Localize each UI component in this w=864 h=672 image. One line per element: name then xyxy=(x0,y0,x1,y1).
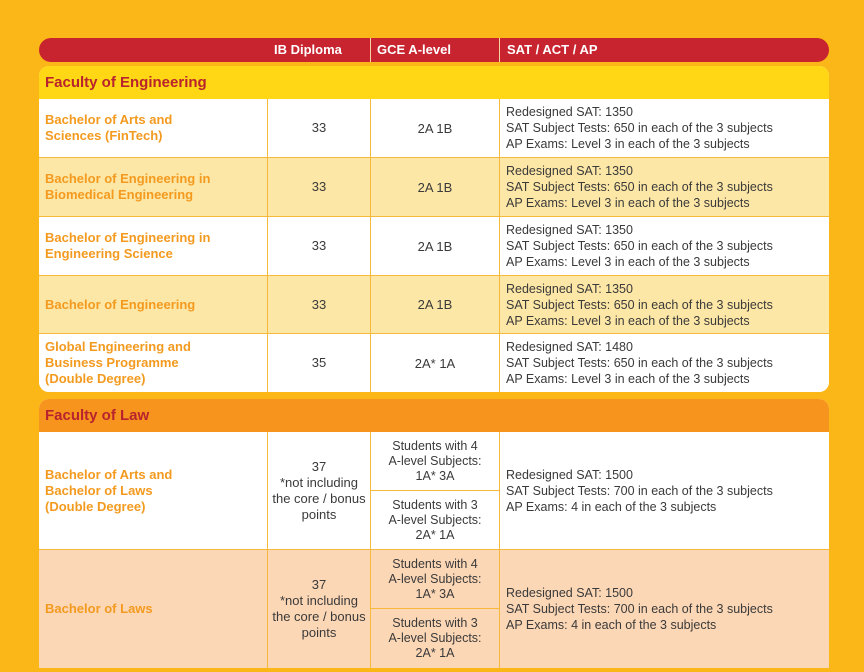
programme-name-line: Business Programme xyxy=(45,355,179,370)
header-divider xyxy=(370,38,371,62)
gce-sub-divider xyxy=(371,608,499,609)
gce-line: 2A* 1A xyxy=(415,646,455,660)
sat-line: AP Exams: Level 3 in each of the 3 subjects xyxy=(506,313,750,328)
gce-line: Students with 4 xyxy=(392,556,478,571)
programme-name xyxy=(39,276,267,333)
sat-line: AP Exams: Level 3 in each of the 3 subjects xyxy=(506,137,750,151)
ib-score-line: the core / bonus xyxy=(272,490,366,506)
ib-score: 33 xyxy=(311,120,327,135)
programme-row xyxy=(39,550,829,668)
programme-name-line: Global Engineering and xyxy=(45,339,191,354)
gce-requirement-4-subjects xyxy=(371,550,499,608)
sat-line: SAT Subject Tests: 650 in each of the 3 subjects xyxy=(506,121,773,135)
sat-line: AP Exams: 4 in each of the 3 subjects xyxy=(506,618,717,632)
gce-requirement: 2A 1B xyxy=(417,238,453,254)
gce-line: Students with 4 xyxy=(392,438,478,453)
ib-score-line: points xyxy=(301,506,337,522)
row-divider xyxy=(39,157,829,158)
programme-name-line: Bachelor of Engineering in xyxy=(45,230,211,245)
gce-requirement: 2A 1B xyxy=(417,120,453,136)
sat-line: AP Exams: Level 3 in each of the 3 subjects xyxy=(506,196,750,210)
sat-requirements xyxy=(500,432,829,549)
sat-requirements xyxy=(500,217,829,275)
programme-name xyxy=(39,217,267,275)
gce-line: Students with 3 xyxy=(392,616,478,630)
programme-name-line: Bachelor of Arts and xyxy=(45,112,173,127)
row-divider xyxy=(39,216,829,217)
gce-requirement: 2A 1B xyxy=(417,179,453,195)
sat-line: SAT Subject Tests: 650 in each of the 3 subjects xyxy=(506,180,773,194)
ib-score: 33 xyxy=(311,179,327,194)
ib-score: 35 xyxy=(311,355,327,370)
sat-requirements xyxy=(500,334,829,392)
programme-name-line: Bachelor of Arts and xyxy=(45,466,173,482)
programme-name-line: (Double Degree) xyxy=(45,498,146,514)
ib-score: 33 xyxy=(311,238,327,253)
programme-name-line: (Double Degree) xyxy=(45,371,146,386)
programme-name xyxy=(39,99,267,157)
sat-line: AP Exams: Level 3 in each of the 3 subjects xyxy=(506,372,750,386)
programme-row xyxy=(39,158,829,216)
header-gce-a-level: GCE A-level xyxy=(377,42,451,57)
ib-score-line: 37 xyxy=(311,577,327,592)
ib-score-line: the core / bonus xyxy=(272,609,366,624)
faculty-engineering-title: Faculty of Engineering xyxy=(39,66,829,99)
row-divider xyxy=(39,275,829,276)
sat-line: AP Exams: Level 3 in each of the 3 subjects xyxy=(506,255,750,269)
gce-requirement: 2A* 1A xyxy=(414,355,456,371)
column-divider xyxy=(267,432,268,668)
gce-line: Students with 3 xyxy=(392,497,478,512)
programme-name-line: Biomedical Engineering xyxy=(45,187,194,202)
faculty-law-section xyxy=(39,399,829,668)
programme-name xyxy=(39,158,267,216)
column-divider xyxy=(370,99,371,392)
ib-score-line: *not including xyxy=(279,593,359,608)
sat-requirements xyxy=(500,158,829,216)
ib-score-line: points xyxy=(301,625,337,640)
programme-name-line: Sciences (FinTech) xyxy=(45,128,163,143)
sat-line: SAT Subject Tests: 650 in each of the 3 subjects xyxy=(506,356,773,370)
ib-score-line: 37 xyxy=(311,458,327,474)
programme-row xyxy=(39,432,829,549)
sat-requirements xyxy=(500,276,829,333)
sat-line: SAT Subject Tests: 700 in each of the 3 subjects xyxy=(506,483,773,498)
column-header-bar xyxy=(39,38,829,62)
gce-line: 2A* 1A xyxy=(415,527,455,542)
column-divider xyxy=(267,99,268,392)
programme-row xyxy=(39,99,829,157)
row-divider xyxy=(39,549,829,550)
sat-line: Redesigned SAT: 1350 xyxy=(506,223,633,237)
programme-row xyxy=(39,276,829,333)
column-divider xyxy=(370,432,371,668)
programme-name-line: Engineering Science xyxy=(45,246,173,261)
programme-name xyxy=(39,550,267,668)
gce-line: A-level Subjects: xyxy=(388,453,482,468)
sat-line: Redesigned SAT: 1350 xyxy=(506,281,633,296)
sat-requirements xyxy=(500,550,829,668)
sat-line: Redesigned SAT: 1350 xyxy=(506,164,633,178)
sat-line: Redesigned SAT: 1500 xyxy=(506,586,633,600)
programme-row xyxy=(39,334,829,392)
column-divider xyxy=(499,432,500,668)
row-divider xyxy=(39,333,829,334)
programme-name-line: Bachelor of Engineering in xyxy=(45,171,211,186)
gce-requirement: 2A 1B xyxy=(417,297,453,312)
sat-line: Redesigned SAT: 1480 xyxy=(506,340,633,354)
sat-line: SAT Subject Tests: 650 in each of the 3 subjects xyxy=(506,239,773,253)
faculty-engineering-section xyxy=(39,66,829,392)
programme-name xyxy=(39,432,267,549)
programme-name-line: Bachelor of Engineering xyxy=(45,296,196,312)
sat-line: Redesigned SAT: 1350 xyxy=(506,105,633,119)
programme-row xyxy=(39,217,829,275)
gce-line: 1A* 3A xyxy=(415,586,455,601)
sat-line: Redesigned SAT: 1500 xyxy=(506,467,633,482)
gce-requirement-3-subjects xyxy=(371,609,499,668)
ib-score xyxy=(268,550,370,668)
programme-name-line: Bachelor of Laws xyxy=(45,482,153,498)
sat-line: AP Exams: 4 in each of the 3 subjects xyxy=(506,499,717,514)
header-ib-diploma: IB Diploma xyxy=(274,42,342,57)
gce-sub-divider xyxy=(371,490,499,491)
column-divider xyxy=(499,99,500,392)
header-divider xyxy=(499,38,500,62)
gce-line: A-level Subjects: xyxy=(388,512,482,527)
header-sat-act-ap: SAT / ACT / AP xyxy=(507,42,598,57)
gce-requirement-4-subjects xyxy=(371,432,499,490)
gce-requirement-3-subjects xyxy=(371,491,499,549)
sat-line: SAT Subject Tests: 700 in each of the 3 subjects xyxy=(506,602,773,616)
sat-line: SAT Subject Tests: 650 in each of the 3 subjects xyxy=(506,297,773,312)
ib-score: 33 xyxy=(311,296,327,312)
gce-line: A-level Subjects: xyxy=(388,571,482,586)
programme-name-line: Bachelor of Laws xyxy=(45,601,153,616)
faculty-law-title: Faculty of Law xyxy=(39,399,829,432)
ib-score xyxy=(268,432,370,549)
gce-line: 1A* 3A xyxy=(415,468,455,483)
programme-name xyxy=(39,334,267,392)
gce-line: A-level Subjects: xyxy=(388,631,482,645)
ib-score-line: *not including xyxy=(279,474,359,490)
sat-requirements xyxy=(500,99,829,157)
